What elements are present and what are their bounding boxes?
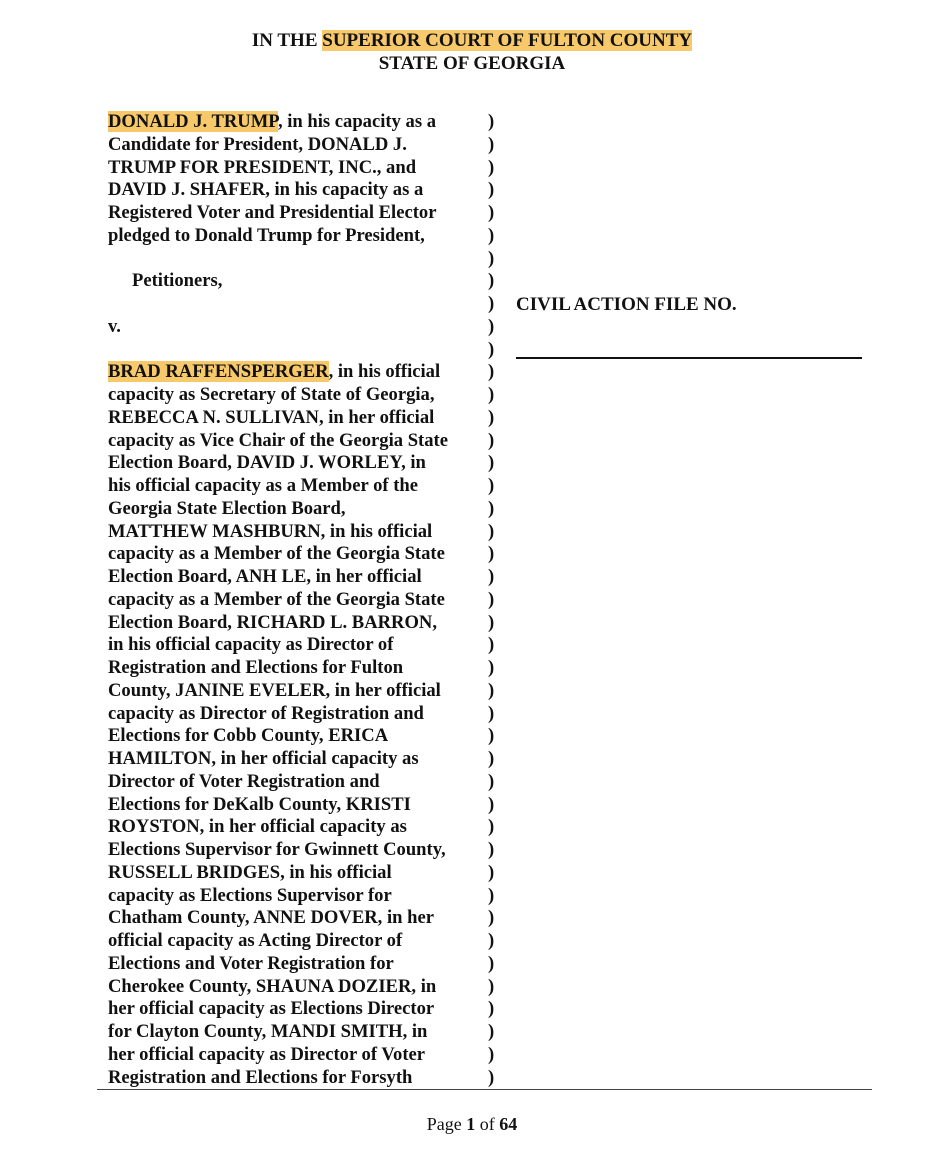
caption-paren: ) [488, 793, 495, 815]
respondent-line: Elections and Voter Registration for [108, 952, 394, 974]
caption-paren: ) [488, 1066, 495, 1088]
caption-paren: ) [488, 566, 495, 587]
respondent-line: Election Board, DAVID J. WORLEY, in [108, 452, 426, 474]
caption-paren: ) [488, 202, 495, 223]
current-page: 1 [466, 1114, 476, 1134]
caption-paren: ) [488, 611, 495, 633]
petitioner-line: pledged to Donald Trump for President, [108, 224, 425, 246]
respondent-line: her official capacity as Elections Director [108, 998, 435, 1020]
court-heading-prefix: IN THE [251, 30, 323, 51]
caption-paren: ) [488, 111, 495, 132]
respondent-line: Director of Voter Registration and [108, 770, 380, 792]
caption-paren: ) [488, 998, 495, 1020]
caption-paren: ) [488, 247, 495, 269]
respondent-line: MATTHEW MASHBURN, in his official [108, 520, 433, 542]
caption-paren: ) [488, 1021, 495, 1042]
respondent-line: BRAD RAFFENSPERGER, in his official [108, 361, 441, 383]
petitioner-lead-name: DONALD J. TRUMP [108, 111, 278, 132]
caption-paren: ) [488, 315, 495, 337]
respondent-line: Elections for DeKalb County, KRISTI [108, 793, 411, 815]
caption-paren: ) [488, 293, 495, 314]
respondent-line: Registration and Elections for Fulton [108, 657, 404, 678]
caption-paren: ) [488, 634, 495, 656]
caption-paren: ) [488, 497, 495, 519]
caption-paren: ) [488, 520, 495, 542]
caption-paren: ) [488, 156, 495, 178]
civil-action-file-label: CIVIL ACTION FILE NO. [516, 294, 737, 315]
caption-paren: ) [488, 975, 495, 997]
petitioner-line: TRUMP FOR PRESIDENT, INC., and [108, 156, 417, 178]
petitioners-label: Petitioners, [132, 270, 223, 292]
caption-paren: ) [488, 839, 495, 860]
respondent-line: Elections Supervisor for Gwinnett County, [108, 839, 446, 860]
caption-paren: ) [488, 406, 495, 428]
respondent-line: capacity as Secretary of State of Georgia, [108, 384, 435, 405]
caption-paren: ) [488, 588, 495, 610]
respondent-line: official capacity as Acting Director of [108, 930, 403, 951]
respondent-line: Georgia State Election Board, [108, 497, 346, 519]
respondent-line: in his official capacity as Director of [108, 634, 394, 656]
caption-paren: ) [488, 907, 495, 929]
respondent-line: RUSSELL BRIDGES, in his official [108, 861, 392, 883]
respondent-line: his official capacity as a Member of the [108, 475, 419, 496]
caption-paren: ) [488, 429, 495, 451]
caption-paren: ) [488, 179, 495, 201]
respondent-line: capacity as Vice Chair of the Georgia State [108, 429, 448, 451]
petitioner-line: DONALD J. TRUMP, in his capacity as a [108, 111, 437, 132]
petitioner-line: DAVID J. SHAFER, in his capacity as a [108, 179, 424, 201]
caption-paren: ) [488, 702, 495, 724]
caption-paren-column [488, 111, 502, 1089]
caption-paren: ) [488, 748, 495, 769]
respondent-line: Elections for Cobb County, ERICA [108, 725, 389, 747]
respondent-line: Election Board, RICHARD L. BARRON, [108, 611, 438, 633]
caption-paren: ) [488, 361, 495, 383]
caption-paren: ) [488, 384, 495, 405]
petitioner-line: Candidate for President, DONALD J. [108, 133, 407, 155]
caption-paren: ) [488, 770, 495, 792]
caption-paren: ) [488, 679, 495, 701]
respondent-line: her official capacity as Director of Voter [108, 1043, 426, 1065]
respondent-lines [108, 384, 488, 1089]
caption-paren: ) [488, 133, 495, 155]
caption-paren: ) [488, 270, 495, 292]
respondent-line: REBECCA N. SULLIVAN, in her official [108, 406, 435, 428]
caption-paren: ) [488, 475, 495, 496]
caption-paren: ) [488, 1043, 495, 1065]
caption-paren: ) [488, 930, 495, 951]
state-heading: STATE OF GEORGIA [378, 53, 566, 74]
total-pages: 64 [499, 1114, 518, 1134]
caption-paren: ) [488, 861, 495, 883]
caption-paren: ) [488, 452, 495, 474]
versus-label: v. [108, 315, 121, 337]
respondent-line: capacity as a Member of the Georgia State [108, 543, 445, 565]
court-name-highlight: SUPERIOR COURT OF FULTON COUNTY [322, 30, 693, 51]
respondent-line: capacity as Elections Supervisor for [108, 884, 392, 906]
caption-paren: ) [488, 657, 495, 678]
respondent-lead-name: BRAD RAFFENSPERGER [108, 361, 329, 383]
caption-paren: ) [488, 884, 495, 906]
caption-paren: ) [488, 224, 495, 246]
respondent-line: Registration and Elections for Forsyth [108, 1066, 413, 1088]
case-caption-parties [108, 111, 488, 1089]
respondent-line: Cherokee County, SHAUNA DOZIER, in [108, 975, 437, 997]
respondent-line: Election Board, ANH LE, in her official [108, 566, 422, 587]
respondent-line: County, JANINE EVELER, in her official [108, 679, 441, 701]
respondent-line: HAMILTON, in her official capacity as [108, 748, 419, 769]
respondent-line: capacity as a Member of the Georgia State [108, 588, 445, 610]
file-number-blank-line [516, 357, 862, 359]
caption-paren: ) [488, 725, 495, 747]
court-heading [0, 29, 944, 52]
respondent-line: for Clayton County, MANDI SMITH, in [108, 1021, 428, 1042]
caption-paren: ) [488, 338, 495, 360]
caption-paren: ) [488, 952, 495, 974]
respondent-line: Chatham County, ANNE DOVER, in her [108, 907, 434, 929]
respondent-line: capacity as Director of Registration and [108, 702, 424, 724]
page-number: Page 1 of 64 [426, 1114, 518, 1134]
footer-divider [97, 1089, 872, 1090]
caption-paren: ) [488, 816, 495, 838]
petitioner-line: Registered Voter and Presidential Elector [108, 202, 437, 223]
respondent-line: ROYSTON, in her official capacity as [108, 816, 407, 838]
caption-paren: ) [488, 543, 495, 565]
